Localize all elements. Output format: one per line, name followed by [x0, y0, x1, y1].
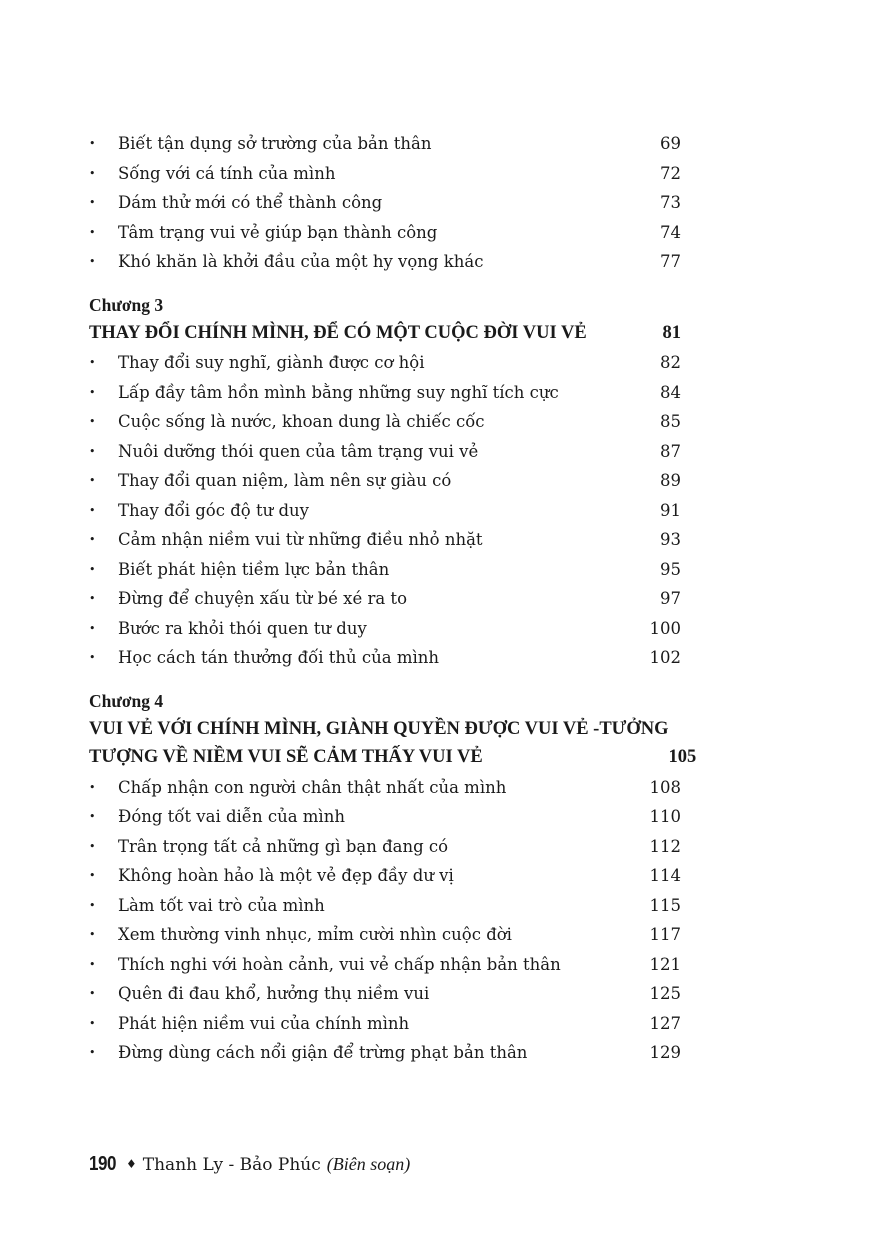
toc-entry — [89, 807, 681, 837]
chapter-4-title — [89, 715, 669, 772]
toc-entry-page: 102 — [649, 648, 681, 667]
toc-entry — [89, 164, 681, 194]
toc-entry-page: 100 — [649, 618, 681, 638]
toc-entry — [89, 866, 681, 896]
chapter-3-heading — [89, 292, 681, 348]
toc-entry — [89, 648, 681, 678]
chapter-4-list — [89, 778, 681, 1073]
toc-entry-title: Thay đổi góc độ tư duy — [118, 500, 309, 520]
toc-entry — [89, 134, 681, 164]
toc-entry — [89, 530, 681, 560]
bullet-icon: • — [89, 780, 96, 794]
toc-entry-title: Đóng tốt vai diễn của mình — [118, 807, 345, 826]
chapter-4-heading — [89, 688, 697, 772]
bullet-icon: • — [89, 533, 96, 546]
toc-entry-title: Cuộc sống là nước, khoan dung là chiếc cốc — [118, 412, 485, 431]
toc-entry-page: 82 — [660, 353, 681, 372]
bullet-icon: • — [89, 1046, 96, 1059]
toc-entry-title: Cảm nhận niềm vui từ những điều nhỏ nhặt — [118, 530, 483, 549]
bullet-icon: • — [89, 356, 96, 369]
bullet-icon: • — [89, 1016, 96, 1030]
toc-entry-title: Biết phát hiện tiềm lực bản thân — [118, 559, 390, 579]
toc-entry — [89, 353, 681, 383]
page-footer — [89, 1153, 410, 1176]
toc-entry-title: Biết tận dụng sở trường của bản thân — [118, 134, 432, 153]
toc-entry-page: 110 — [649, 807, 681, 826]
toc-entry-title: Nuôi dưỡng thói quen của tâm trạng vui vẻ — [118, 441, 479, 461]
toc-entry — [89, 589, 681, 619]
chapter-4-label: Chương 4 — [89, 690, 164, 711]
table-of-contents — [89, 134, 697, 1073]
toc-entry-title: Không hoàn hảo là một vẻ đẹp đầy dư vị — [118, 866, 454, 885]
toc-entry — [89, 1043, 681, 1073]
toc-entry — [89, 412, 681, 442]
toc-entry — [89, 501, 681, 531]
chapter-4-title-row — [89, 715, 697, 772]
bullet-icon: • — [89, 987, 96, 1000]
toc-entry-title: Đừng để chuyện xấu từ bé xé ra to — [118, 589, 407, 608]
bullet-icon: • — [89, 928, 96, 941]
toc-entry-page: 125 — [649, 984, 681, 1003]
toc-entry — [89, 1014, 681, 1044]
toc-entry-title: Đừng dùng cách nổi giận để trừng phạt bản thân — [118, 1043, 528, 1062]
toc-entry — [89, 471, 681, 501]
toc-entry-page: 89 — [660, 471, 681, 490]
bullet-icon: • — [89, 225, 96, 239]
bullet-icon: • — [89, 255, 96, 268]
toc-entry-title: Tâm trạng vui vẻ giúp bạn thành công — [118, 222, 438, 242]
footer-page-number: 190 — [89, 1153, 117, 1175]
bullet-icon: • — [89, 166, 96, 180]
toc-entry-page: 84 — [660, 382, 681, 402]
toc-entry — [89, 955, 681, 985]
toc-entry-title: Phát hiện niềm vui của chính mình — [118, 1013, 410, 1033]
toc-entry-page: 87 — [660, 441, 681, 461]
toc-entry-title: Khó khăn là khởi đầu của một hy vọng khác — [118, 252, 484, 271]
footer-author: Thanh Ly - Bảo Phúc — [142, 1155, 321, 1175]
toc-entry — [89, 193, 681, 223]
diamond-icon: ♦ — [126, 1157, 137, 1171]
footer-role: (Biên soạn) — [326, 1154, 411, 1174]
toc-entry-page: 93 — [660, 530, 681, 549]
bullet-icon: • — [89, 592, 96, 605]
toc-entry — [89, 925, 681, 955]
chapter-4-title-line-2: TƯỢNG VỀ NIỀM VUI SẼ CẢM THẤY VUI VẺ — [89, 747, 483, 767]
chapter-3-title-row — [89, 319, 681, 348]
toc-entry-page: 85 — [660, 412, 681, 431]
toc-entry — [89, 560, 681, 590]
toc-entry-title: Dám thử mới có thể thành công — [118, 193, 383, 212]
toc-entry — [89, 223, 681, 253]
bullet-icon: • — [89, 957, 96, 971]
chapter-3-title — [89, 319, 663, 348]
toc-entry-title: Bước ra khỏi thói quen tư duy — [118, 618, 367, 638]
toc-entry-title: Thay đổi suy nghĩ, giành được cơ hội — [118, 353, 425, 372]
bullet-icon: • — [89, 869, 96, 882]
toc-entry-page: 95 — [660, 559, 681, 579]
toc-entry-page: 77 — [660, 252, 681, 271]
toc-entry-title: Lấp đầy tâm hồn mình bằng những suy nghĩ tích cực — [118, 382, 559, 402]
chapter-4-title-line-1: VUI VẺ VỚI CHÍNH MÌNH, GIÀNH QUYỀN ĐƯỢC VUI VẺ -TƯỞNG — [89, 718, 669, 739]
toc-entry-page: 129 — [649, 1043, 681, 1062]
bullet-icon: • — [89, 385, 96, 399]
toc-entry-title: Học cách tán thưởng đối thủ của mình — [118, 648, 440, 667]
toc-entry-title: Thay đổi quan niệm, làm nên sự giàu có — [118, 471, 452, 490]
bullet-icon: • — [89, 196, 96, 209]
toc-entry-page: 127 — [649, 1013, 681, 1033]
bullet-icon: • — [89, 137, 96, 150]
toc-entry-page: 115 — [649, 895, 681, 915]
toc-entry-title: Chấp nhận con người chân thật nhất của mình — [118, 777, 507, 797]
toc-entry — [89, 252, 681, 282]
toc-entry-title: Xem thường vinh nhục, mỉm cười nhìn cuộc đời — [118, 925, 512, 944]
toc-entry-page: 91 — [660, 500, 681, 520]
chapter-4-page: 105 — [668, 747, 697, 767]
toc-entry-page: 74 — [660, 222, 681, 242]
bullet-icon: • — [89, 898, 96, 912]
bullet-icon: • — [89, 839, 96, 853]
toc-entry-page: 108 — [649, 777, 681, 797]
toc-entry-page: 72 — [660, 163, 681, 183]
toc-entry-title: Sống với cá tính của mình — [118, 163, 336, 183]
toc-entry-title: Quên đi đau khổ, hưởng thụ niềm vui — [118, 984, 430, 1003]
bullet-icon: • — [89, 503, 96, 517]
toc-entry — [89, 984, 681, 1014]
bullet-icon: • — [89, 621, 96, 635]
toc-entry-page: 69 — [660, 134, 681, 153]
chapter-3-title-line: THAY ĐỔI CHÍNH MÌNH, ĐỂ CÓ MỘT CUỘC ĐỜI VUI VẺ — [89, 322, 587, 343]
toc-entry-page: 117 — [649, 925, 681, 944]
bullet-icon: • — [89, 562, 96, 576]
toc-entry — [89, 896, 681, 926]
toc-entry-page: 97 — [660, 589, 681, 608]
intro-list — [89, 134, 681, 282]
toc-entry — [89, 442, 681, 472]
toc-entry — [89, 383, 681, 413]
toc-entry-title: Thích nghi với hoàn cảnh, vui vẻ chấp nhận bản thân — [118, 954, 561, 974]
chapter-3-list — [89, 353, 681, 678]
toc-entry-page: 112 — [649, 836, 681, 856]
toc-entry-page: 73 — [660, 193, 681, 212]
chapter-3-label: Chương 3 — [89, 294, 164, 315]
toc-entry — [89, 778, 681, 808]
toc-entry — [89, 619, 681, 649]
toc-entry-page: 121 — [649, 954, 681, 974]
toc-entry — [89, 837, 681, 867]
toc-entry-title: Làm tốt vai trò của mình — [118, 895, 325, 915]
toc-entry-page: 114 — [649, 866, 681, 885]
bullet-icon: • — [89, 415, 96, 428]
bullet-icon: • — [89, 444, 96, 458]
bullet-icon: • — [89, 651, 96, 664]
chapter-3-page: 81 — [662, 322, 681, 343]
bullet-icon: • — [89, 810, 96, 823]
toc-entry-title: Trân trọng tất cả những gì bạn đang có — [118, 836, 449, 856]
bullet-icon: • — [89, 474, 96, 487]
